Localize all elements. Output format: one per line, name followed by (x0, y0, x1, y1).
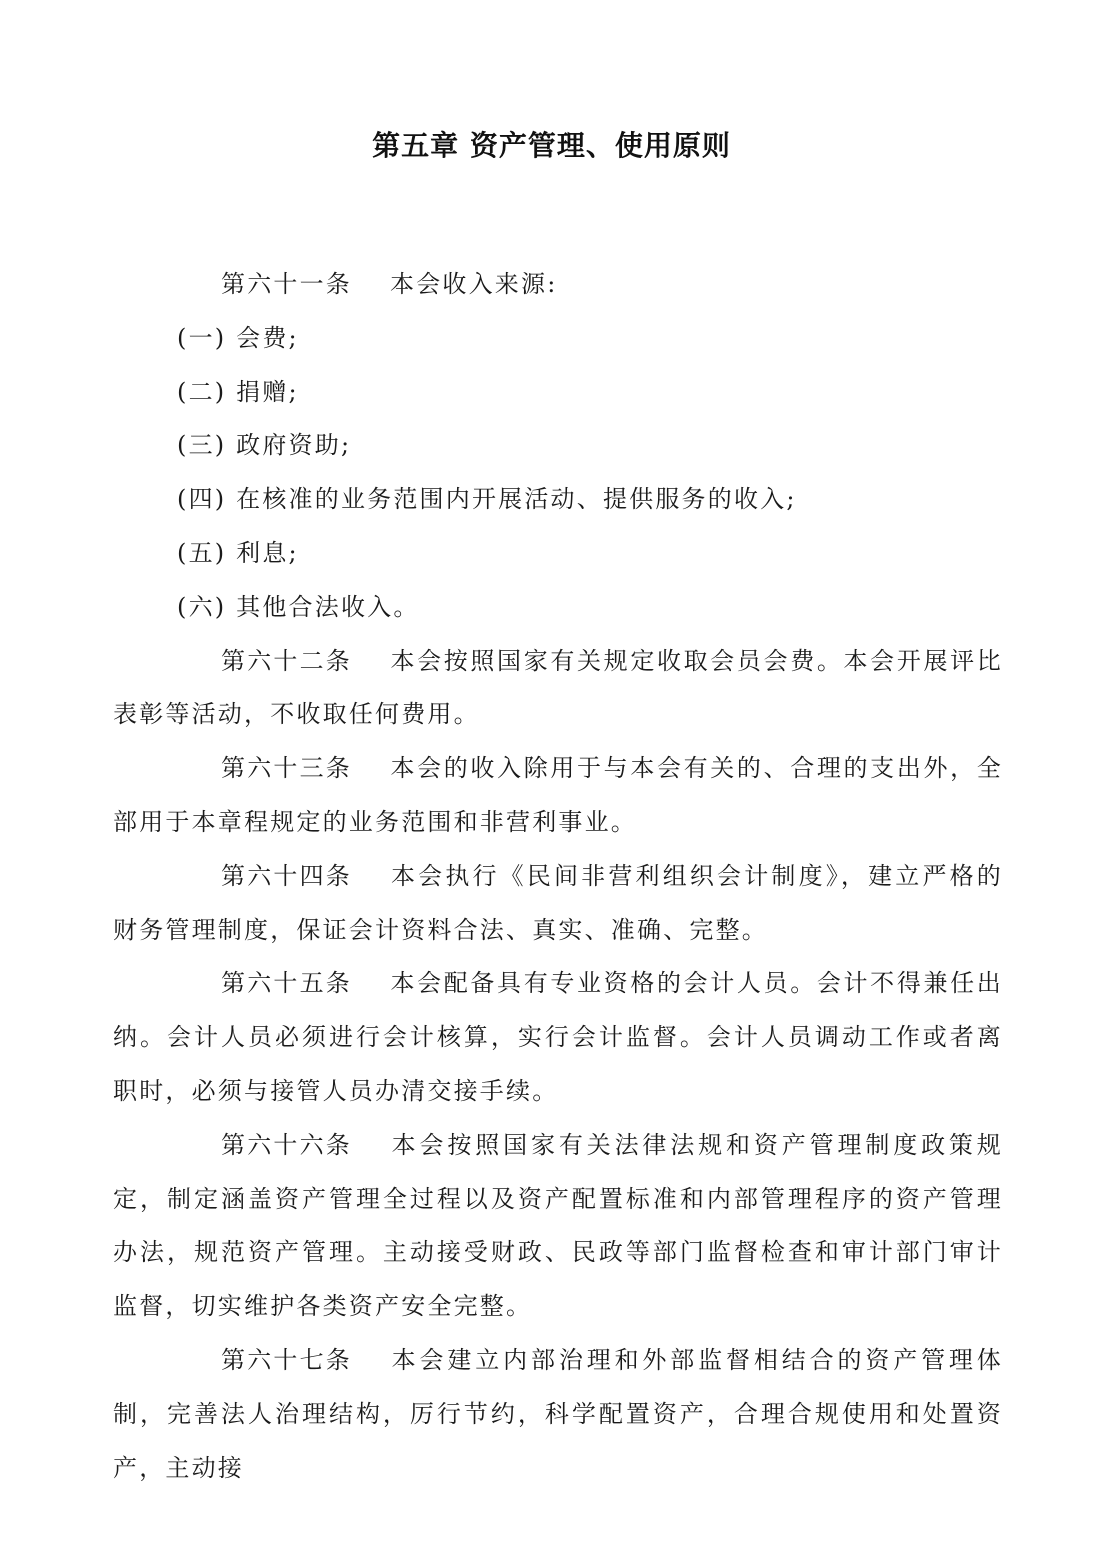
list-item: (二) 捐赠; (177, 377, 299, 406)
article-number: 第六十七条 (221, 1345, 352, 1374)
article-text: 本会的收入除用于与本会有关的、合理的支出外，全部用于本章程规定的业务范围和非营利事业。 (113, 754, 1003, 836)
article-63 (113, 742, 1003, 850)
article-64 (113, 850, 1003, 958)
article-65 (113, 957, 1003, 1118)
article-text: 本会按照国家有关法律法规和资产管理制度政策规定，制定涵盖资产管理全过程以及资产配置标准和内部管理程序的资产管理办法，规范资产管理。主动接受财政、民政等部门监督检查和审计部门审计监督，切实维护各类资产安全完整。 (113, 1130, 1003, 1321)
list-item: (四) 在核准的业务范围内开展活动、提供服务的收入; (177, 485, 797, 514)
article-text: 本会收入来源: (390, 270, 558, 298)
list-item: (五) 利息; (177, 538, 299, 567)
list-item: (三) 政府资助; (177, 431, 352, 460)
article-number: 第六十二条 (221, 646, 352, 675)
chapter-title: 第五章 资产管理、使用原则 (372, 129, 731, 162)
document-body (113, 258, 1003, 1495)
article-67 (113, 1334, 1003, 1495)
article-text: 本会执行《民间非营利组织会计制度》，建立严格的财务管理制度，保证会计资料合法、真实、准确、完整。 (113, 861, 1003, 944)
article-number: 第六十五条 (221, 969, 352, 998)
list-item: (六) 其他合法收入。 (177, 592, 420, 621)
article-61 (113, 258, 1003, 312)
article-66 (113, 1119, 1003, 1334)
article-text: 本会配备具有专业资格的会计人员。会计不得兼任出纳。会计人员必须进行会计核算，实行会计监督。会计人员调动工作或者离职时，必须与接管人员办清交接手续。 (113, 969, 1003, 1105)
article-62 (113, 635, 1003, 743)
article-number: 第六十一条 (221, 270, 352, 298)
article-number: 第六十三条 (221, 754, 352, 783)
article-number: 第六十六条 (221, 1130, 352, 1159)
article-text: 本会建立内部治理和外部监督相结合的资产管理体制，完善法人治理结构，厉行节约，科学配置资产，合理合规使用和处置资产，主动接 (113, 1345, 1003, 1482)
article-text: 本会按照国家有关规定收取会员会费。本会开展评比表彰等活动，不收取任何费用。 (113, 646, 1003, 729)
article-number: 第六十四条 (221, 861, 352, 890)
list-item: (一) 会费; (177, 323, 299, 352)
